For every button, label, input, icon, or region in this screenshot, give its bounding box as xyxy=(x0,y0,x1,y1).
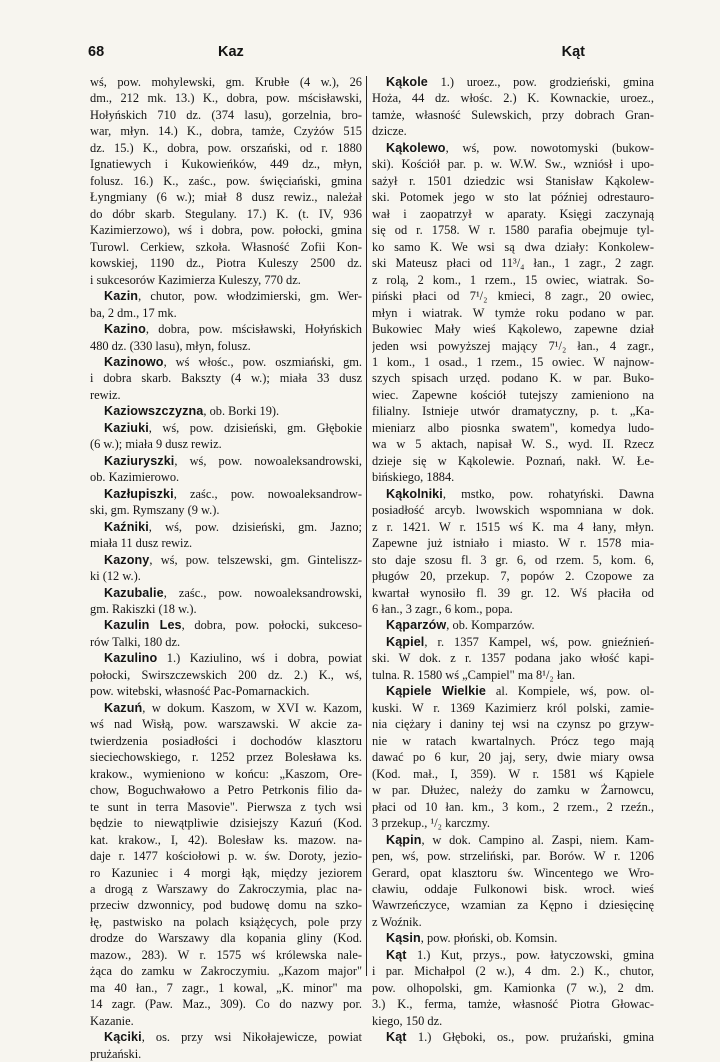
line-text: 6 łan., 3 zagr., 6 kom., popa. xyxy=(372,602,513,616)
line-text: 1.) uroez., pow. grodzieński, gmina xyxy=(427,75,654,89)
text-line xyxy=(372,650,654,666)
text-line xyxy=(90,552,362,568)
text-line xyxy=(90,897,362,913)
line-text: , zaśc., pow. nowoaleksandrowski, xyxy=(163,585,362,600)
line-text: wiec. Zapewne kościół tutejszy zamieniono na xyxy=(372,387,654,402)
line-text: mieniarz albo piosnka swatem", komedya ludo- xyxy=(372,420,654,435)
line-text: pow. witebski, własność Pac-Pomarnackich. xyxy=(90,684,310,699)
entry-headword: Kąciki xyxy=(104,1030,142,1045)
text-line xyxy=(90,667,362,683)
line-text: , os. przy wsi Nikołajewicze, powiat xyxy=(141,1030,362,1045)
line-text: , w dok. Campino al. Zaspi, niem. Kam- xyxy=(421,832,654,847)
line-text: , zaśc., pow. nowoaleksandrow- xyxy=(173,486,362,501)
entry-headword: Kazubalie xyxy=(104,585,164,600)
line-text: sieciechowskiego, r. 1252 przez Bolesława ks. xyxy=(90,750,362,765)
entry-headword: Kaźniki xyxy=(104,519,149,534)
line-text: , dobra, pow. połocki, sukceso- xyxy=(181,618,362,633)
line-text: dzicze. xyxy=(372,124,407,139)
line-text: mazow., 283). W r. 1575 wś królewska nale- xyxy=(90,947,362,962)
text-line xyxy=(372,617,654,633)
text-line xyxy=(372,354,654,370)
text-line xyxy=(372,848,654,864)
line-text: 480 dz. (330 lasu), młyn, folusz. xyxy=(90,338,251,353)
text-line xyxy=(90,815,362,831)
line-text: (6 w.); miała 9 dusz rewiz. xyxy=(90,437,222,452)
entry-headword: Kazony xyxy=(104,552,150,567)
text-line xyxy=(372,469,654,485)
text-line xyxy=(90,420,362,436)
line-text: i sukcesorów Kazimierza Kuleszy, 770 dz. xyxy=(90,272,301,287)
text-line xyxy=(372,370,654,386)
left-running-keyword: Kaz xyxy=(218,44,244,60)
text-line xyxy=(372,601,654,617)
line-text: , pow. płoński, ob. Komsin. xyxy=(420,931,558,946)
line-text: bińskiego, 1884. xyxy=(372,470,455,485)
text-line xyxy=(372,288,654,304)
entry-headword: Kąparzów xyxy=(386,618,447,633)
line-text: 3.) K., ferma, tamże, własność Piotra Głowac- xyxy=(372,997,654,1012)
text-line xyxy=(372,947,654,963)
line-text: , chutor, pow. włodzimierski, gm. Wer- xyxy=(138,289,362,304)
entry-headword: Kąt xyxy=(386,1030,407,1045)
text-line xyxy=(90,140,362,156)
line-text: z Woźnik. xyxy=(372,914,422,929)
text-line xyxy=(372,1013,654,1029)
line-text: Wawrzeńczyce, wzamian za Kępno i dziesięcinę xyxy=(372,898,654,913)
line-text: al. Kompiele, wś, pow. ol- xyxy=(485,684,654,699)
line-text: ro Kazuniec i 4 morgi łąk, między jeziorem xyxy=(90,865,362,880)
line-text: , r. 1357 Kampel, wś, pow. gnieźnień- xyxy=(424,634,654,649)
text-line xyxy=(372,90,654,106)
text-line xyxy=(90,173,362,189)
line-text: pługów 20, przekup. 7, popów 2. Czopowe za xyxy=(372,569,654,584)
line-text: ski, gm. Rymszany (9 w.). xyxy=(90,503,220,518)
line-text: , ob. Borki 19). xyxy=(203,404,280,419)
line-text: , dobra, pow. mścisławski, Hołyńskich xyxy=(145,322,362,337)
text-line xyxy=(90,930,362,946)
line-text: żąca do zamku w Zakroczymiu. „Kazom major" xyxy=(90,964,362,979)
text-line xyxy=(372,700,654,716)
entry-headword: Kazino xyxy=(104,322,146,337)
line-text: sażył r. 1501 dziedzic wsi Stanisław Kąkolew- xyxy=(372,173,654,188)
entry-headword: Kazulino xyxy=(104,651,158,666)
line-text: w par. Dłużec, należy do zamku w Żarnowcu, xyxy=(372,783,654,798)
line-text: Hoża, 44 dz. włośc. 2.) K. Kownackie, uroez., xyxy=(372,91,654,106)
line-text: dawać po 6 kur, 20 jaj, sery, dwie miary owsa xyxy=(372,750,654,765)
text-line xyxy=(372,683,654,699)
line-text: ski. Potomek jego w sto lat później odrestauro- xyxy=(372,190,654,205)
line-text: połocki, Swirszczewskich 200 dz. 2.) K., wś, xyxy=(90,667,362,682)
text-line xyxy=(90,650,362,666)
line-text: 1.) Głęboki, os., pow. prużański, gmina xyxy=(406,1030,654,1045)
text-line xyxy=(90,1029,362,1045)
text-line xyxy=(372,634,654,650)
entry-headword: Kazinowo xyxy=(104,354,164,369)
line-text: kowskiej, 1190 dz., Piotra Kuleszy 2500 dz. xyxy=(90,256,362,271)
text-line xyxy=(372,107,654,123)
line-text: ma 40 łan., 7 zagr., 1 kowal, „K. minor" ma xyxy=(90,980,362,995)
text-line xyxy=(372,321,654,337)
text-line xyxy=(90,321,362,337)
text-line xyxy=(90,963,362,979)
text-line xyxy=(90,189,362,205)
entry-headword: Kaziuki xyxy=(104,420,149,435)
line-text: wał i zaopatrzył w aparaty. Księgi zaczynają xyxy=(372,206,654,221)
text-line xyxy=(372,832,654,848)
line-text: i dobra skarb. Bakszty (4 w.); miała 33 dusz xyxy=(90,371,362,386)
line-text: jeden wsi powyższej mający 7¹/₂ łan., 4 zagr., xyxy=(372,338,654,353)
line-text: nie w ratach kwartalnych. Prócz tego mają xyxy=(372,733,654,748)
entry-headword: Kąsin xyxy=(386,931,421,946)
line-text: ski Mateusz płaci od 11³/₄ łan., 1 zagr., 2 zagr. xyxy=(372,256,654,271)
text-line xyxy=(90,799,362,815)
line-text: ski). Kościół par. p. w. W.W. Sw., wzniósł i upo- xyxy=(372,157,654,172)
text-line xyxy=(372,519,654,535)
text-line xyxy=(372,881,654,897)
line-text: prużański. xyxy=(90,1046,142,1061)
text-line xyxy=(372,766,654,782)
line-text: się od r. 1758. W r. 1580 parafia obejmuje tyl- xyxy=(372,223,654,238)
line-text: drodze do Warszawy dla kopania gliny (Kod. xyxy=(90,931,362,946)
line-text: Kazanie. xyxy=(90,1013,134,1028)
line-text: nia ciężary i daniny tej wsi na czynsz po grzyw- xyxy=(372,717,654,732)
text-line xyxy=(90,403,362,419)
line-text: cławiu, oddaje Fulkonowi bisk. wrocł. wieś xyxy=(372,881,654,896)
text-line xyxy=(372,914,654,930)
entry-headword: Kąt xyxy=(386,947,407,962)
text-line xyxy=(90,338,362,354)
line-text: folusz. 16.) K., zaśc., pow. święciański, gmina xyxy=(90,173,362,188)
text-line xyxy=(372,716,654,732)
entry-headword: Kazuń xyxy=(104,700,143,715)
line-text: kwartał wynosiło fl. 39 gr. 12. Wś płaciła od xyxy=(372,585,654,600)
entry-headword: Kąkolewo xyxy=(386,140,446,155)
line-text: i par. Michałpol (2 w.), 4 dm. 2.) K., chutor, xyxy=(372,964,654,979)
text-line xyxy=(372,403,654,419)
line-text: wś nad Wisłą, pow. warszawski. W akcie za- xyxy=(90,717,362,732)
text-line xyxy=(372,799,654,815)
text-line xyxy=(90,206,362,222)
line-text: , wś, pow. nowoaleksandrowski, xyxy=(174,453,362,468)
text-line xyxy=(372,963,654,979)
entry-headword: Kąkolniki xyxy=(386,486,443,501)
entry-headword: Kazin xyxy=(104,289,139,304)
text-line xyxy=(372,338,654,354)
entry-headword: Kąpiel xyxy=(386,634,425,649)
line-text: tamże, własność Sulewskich, przy dobrach Gran- xyxy=(372,107,654,122)
line-text: , ob. Komparzów. xyxy=(446,618,535,633)
left-text-column xyxy=(90,74,362,1062)
text-line xyxy=(90,766,362,782)
entry-headword: Kąpin xyxy=(386,832,422,847)
text-line xyxy=(90,568,362,584)
text-line xyxy=(90,239,362,255)
text-line xyxy=(90,700,362,716)
text-line xyxy=(90,288,362,304)
line-text: sto daje szosu fl. 3 gr. 6, od rzem. 5, kom. 6, xyxy=(372,552,654,567)
line-text: kat. krakow., I, 42). Bolesław ks. mazow. na- xyxy=(90,832,362,847)
text-line xyxy=(372,173,654,189)
line-text: , wś, pow. telszewski, gm. Ginteliszz- xyxy=(149,552,362,567)
line-text: war, młyn. 14.) K., dobra, tamże, Czyżów 515 xyxy=(90,124,362,139)
line-text: kuski. W r. 1369 Kazimierz król polski, zamie- xyxy=(372,700,654,715)
line-text: twierdzenia posiadłości i dochodów klasztoru xyxy=(90,733,362,748)
line-text: krakow., wymieniono w końcu: „Kaszom, Ore- xyxy=(90,766,362,781)
line-text: a drogą z Warszawy do Zakroczymia, plac na- xyxy=(90,881,362,896)
line-text: ko samo K. We wsi są dwa działy: Konkolew- xyxy=(372,239,654,254)
text-line xyxy=(372,733,654,749)
text-line xyxy=(90,123,362,139)
line-text: Łyngmiany (6 w.); miał 8 dusz rewiz., należał xyxy=(90,190,362,205)
text-line xyxy=(90,535,362,551)
text-line xyxy=(372,239,654,255)
text-line xyxy=(372,189,654,205)
text-line xyxy=(372,782,654,798)
line-text: przeciw dzwonnicy, pod budowę domu na szko- xyxy=(90,898,362,913)
line-text: , mstko, pow. rohatyński. Dawna xyxy=(442,486,654,501)
line-text: Turowl. Cerkiew, szkoła. Własność Zofii Kon- xyxy=(90,239,362,254)
page-number: 68 xyxy=(88,44,105,60)
line-text: do dóbr skarb. Stegulany. 17.) K. (t. IV, 936 xyxy=(90,206,362,221)
line-text: tulna. R. 1580 wś „Campiel" ma 8¹/₂ łan. xyxy=(372,667,576,682)
line-text: ob. Kazimierowo. xyxy=(90,470,180,485)
line-text: Kazimierzowo), wś i dobra, pow. połocki, gmina xyxy=(90,223,362,238)
line-text: z rolą, 2 kom., 1 rzem., 15 owiec, wiatrak. So- xyxy=(372,272,654,287)
text-line xyxy=(90,1046,362,1062)
line-text: 3 przekup., ¹/₂ karczmy. xyxy=(372,816,491,831)
text-line xyxy=(372,123,654,139)
text-line xyxy=(90,865,362,881)
text-line xyxy=(90,305,362,321)
line-text: ba, 2 dm., 17 mk. xyxy=(90,305,177,320)
line-text: Ignatiewych i Kukowieńków, 449 dz., młyn, xyxy=(90,157,362,172)
line-text: z r. 1421. W r. 1515 wś K. ma 4 łany, młyn. xyxy=(372,519,654,534)
line-text: rewiz. xyxy=(90,387,121,402)
text-line xyxy=(372,815,654,831)
line-text: wś, pow. mohylewski, gm. Krubłe (4 w.), 26 xyxy=(90,75,362,89)
entry-headword: Kazłupiszki xyxy=(104,486,174,501)
text-line xyxy=(90,996,362,1012)
text-line xyxy=(90,436,362,452)
text-line xyxy=(90,881,362,897)
line-text: posiadłość arcyb. lwowskich wspomniana w dok. xyxy=(372,503,654,518)
text-line xyxy=(90,1013,362,1029)
line-text: płaci od 10 łan. km., 3 kom., 2 rzem., 2 rzeźn., xyxy=(372,799,654,814)
line-text: , wś włośc., pow. oszmiański, gm. xyxy=(163,354,362,369)
text-line xyxy=(372,749,654,765)
text-line xyxy=(90,683,362,699)
text-line xyxy=(90,716,362,732)
text-line xyxy=(372,272,654,288)
text-line xyxy=(372,420,654,436)
line-text: , wś, pow. dzisieński, gm. Jazno; xyxy=(148,519,362,534)
text-line xyxy=(372,552,654,568)
text-line xyxy=(372,140,654,156)
text-line xyxy=(90,90,362,106)
line-text: dzieje się w Kąkolewie. Poznań, nakł. W. Łe- xyxy=(372,453,654,468)
line-text: piński płaci od 7¹/₂ kmieci, 8 zagr., 20 owiec, xyxy=(372,289,654,304)
text-line xyxy=(90,469,362,485)
line-text: pow. olhopolski, gm. Kamionka (7 w.), 2 dm. xyxy=(372,980,654,995)
text-line xyxy=(90,486,362,502)
line-text: Bukowiec Mały wieś Kąkolewo, zapewne dział xyxy=(372,322,654,337)
text-line xyxy=(372,865,654,881)
text-line xyxy=(90,354,362,370)
text-line xyxy=(90,519,362,535)
line-text: będzie to niewątpliwie dzisiejszy Kazuń (Kod. xyxy=(90,816,362,831)
text-line xyxy=(90,782,362,798)
line-text: 14 zagr. (Paw. Maz., 309). Co do nazwy por. xyxy=(90,997,362,1012)
text-line xyxy=(372,305,654,321)
running-header xyxy=(88,44,630,66)
text-line xyxy=(372,74,654,90)
line-text: dz. 15.) K., dobra, pow. orszański, od r. 1880 xyxy=(90,140,362,155)
line-text: Gerard, opat klasztoru św. Wincentego we Wro- xyxy=(372,865,654,880)
text-line xyxy=(90,914,362,930)
text-line xyxy=(90,634,362,650)
text-line xyxy=(372,1029,654,1045)
line-text: Zapewne już istniało i miasto. W r. 1578 mia- xyxy=(372,536,654,551)
text-line xyxy=(372,930,654,946)
line-text: , wś, pow. nowotomyski (bukow- xyxy=(445,140,654,155)
entry-headword: Kąkole xyxy=(386,75,428,89)
text-line xyxy=(372,502,654,518)
text-line xyxy=(90,980,362,996)
text-line xyxy=(372,897,654,913)
text-line xyxy=(90,601,362,617)
line-text: te sunt in terra Masovie". Pierwsza z tych wsi xyxy=(90,799,362,814)
text-line xyxy=(372,387,654,403)
text-line xyxy=(372,436,654,452)
line-text: 1 kom., 1 osad., 1 rzem., 15 owiec. W najnow- xyxy=(372,354,654,369)
text-line xyxy=(372,667,654,683)
right-running-keyword: Kąt xyxy=(561,44,585,60)
line-text: wa w 5 aktach, napisał W. S., wyd. II. Rzecz xyxy=(372,437,654,452)
column-divider xyxy=(366,76,367,976)
line-text: daje r. 1477 kościołowi p. w. św. Doroty, jezio- xyxy=(90,849,362,864)
text-line xyxy=(90,222,362,238)
line-text: , w dokum. Kaszom, w XVI w. Kazom, xyxy=(142,700,362,715)
line-text: ki (12 w.). xyxy=(90,569,141,584)
text-line xyxy=(90,502,362,518)
line-text: 1.) Kut, przys., pow. łatyczowski, gmina xyxy=(406,947,654,962)
text-line xyxy=(372,996,654,1012)
text-line xyxy=(90,156,362,172)
text-line xyxy=(90,733,362,749)
text-line xyxy=(90,749,362,765)
text-line xyxy=(372,980,654,996)
text-line xyxy=(372,255,654,271)
line-text: filialny. Istnieje utwór dramatyczny, p. t. „Ka- xyxy=(372,404,654,419)
text-line xyxy=(372,156,654,172)
text-line xyxy=(90,74,362,90)
text-line xyxy=(372,585,654,601)
text-line xyxy=(90,387,362,403)
line-text: , wś, pow. dzisieński, gm. Głębokie xyxy=(148,420,362,435)
text-line xyxy=(90,370,362,386)
text-line xyxy=(372,535,654,551)
text-line xyxy=(90,585,362,601)
line-text: dm., 212 mk. 13.) K., dobra, pow. mścisławski, xyxy=(90,91,362,106)
entry-headword: Kaziowszczyzna xyxy=(104,404,204,419)
entry-headword: Kazulin Les xyxy=(104,618,182,633)
line-text: chow, Boguchwałowo a Petro Petrkonis filio da- xyxy=(90,783,362,798)
text-line xyxy=(90,453,362,469)
line-text: kiego, 150 dz. xyxy=(372,1013,443,1028)
line-text: młyn i wiatrak. W tymże roku podano w par. xyxy=(372,305,654,320)
line-text: miała 11 dusz rewiz. xyxy=(90,536,193,551)
text-line xyxy=(372,486,654,502)
text-line xyxy=(90,947,362,963)
line-text: (Kod. mał., I, 359). W r. 1581 wś Kąpiele xyxy=(372,766,654,781)
text-line xyxy=(372,206,654,222)
entry-headword: Kąpiele Wielkie xyxy=(386,684,486,699)
text-line xyxy=(372,568,654,584)
text-line xyxy=(90,617,362,633)
line-text: ski. W dok. z r. 1357 podana jako włość kapi- xyxy=(372,651,654,666)
text-line xyxy=(90,272,362,288)
line-text: rów Talki, 180 dz. xyxy=(90,634,181,649)
entry-headword: Kaziuryszki xyxy=(104,453,175,468)
right-text-column xyxy=(372,74,654,1046)
text-line xyxy=(90,832,362,848)
line-text: gm. Rakiszki (18 w.). xyxy=(90,602,197,616)
text-line xyxy=(372,453,654,469)
line-text: pen, wś, pow. strzeliński, par. Borów. W r. 1206 xyxy=(372,849,654,864)
line-text: Hołyńskich 710 dz. (374 lasu), gorzelnia, bro- xyxy=(90,107,362,122)
line-text: łę, pastwisko na polach książęcych, pole przy xyxy=(90,914,362,929)
line-text: 1.) Kaziulino, wś i dobra, powiat xyxy=(157,651,362,666)
text-line xyxy=(90,107,362,123)
line-text: szych spisach urzęd. podano K. w par. Buko- xyxy=(372,371,654,386)
text-line xyxy=(90,848,362,864)
text-line xyxy=(90,255,362,271)
text-line xyxy=(372,222,654,238)
